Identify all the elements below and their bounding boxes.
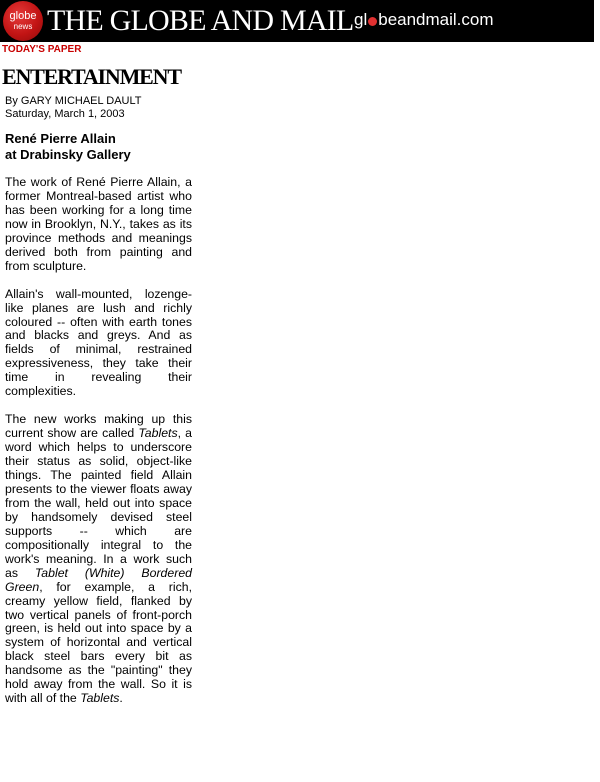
globe-dot-icon [368,17,377,26]
globe-news-logo[interactable] [3,1,43,41]
paragraph-3-text-c: , a word which helps to underscore their status as solid, object-like things. The painted field Allain presents to the viewer floats away from the wall, held out into space by handsomely devised steel supports -- which are compositionally integral to the work's meaning. In a work such as [5,426,192,580]
artwork-series-title: Tablets [138,426,178,441]
byline-author: By GARY MICHAEL DAULT [5,95,142,107]
article-paragraph-2: Allain's wall-mounted, lozenge-like planes are lush and richly coloured -- often with earth tones and blacks and greys. And as fields of minimal, restrained expressiveness, they take their time in revealing their complexities. [5,286,192,399]
site-url-end: beandmail.com [378,10,494,29]
newspaper-name[interactable]: THE GLOBE AND MAIL [47,4,354,37]
site-url-start: gl [354,10,368,29]
masthead [0,0,594,42]
section-title: ENTERTAINMENT [2,64,181,89]
logo-text-news: news [13,22,33,31]
byline-date: Saturday, March 1, 2003 [5,107,125,120]
paragraph-3-text-a: The new works making up this current show are called [5,412,192,441]
paragraph-3-text-e: , for example, a rich, creamy yellow field, flanked by two vertical panels of front-porch green, is held out into space by a system of horizontal and vertical black steel bars every bit as handsome as the "painting" they hold away from the wall. So it is with all of the [5,579,192,706]
site-url-link[interactable] [354,9,494,31]
headline-line-1: René Pierre Allain [5,131,116,146]
paragraph-3-text-g: . [119,691,123,706]
artwork-series-title-2: Tablets [80,691,120,706]
logo-text-globe: globe [9,10,37,22]
artwork-title: Tablet (White) Bordered Green [5,565,192,594]
article-paragraph-1: The work of René Pierre Allain, a former Montreal-based artist who has been working for a long time now in Brooklyn, N.Y., takes as its province methods and meanings derived both from painting and from sculpture. [5,175,192,273]
article-paragraph-3 [5,413,192,706]
todays-paper-label[interactable]: TODAY'S PAPER [2,44,82,55]
article-body [5,176,192,720]
byline [5,95,142,120]
headline-line-2: at Drabinsky Gallery [5,147,131,162]
article-headline [5,131,195,163]
